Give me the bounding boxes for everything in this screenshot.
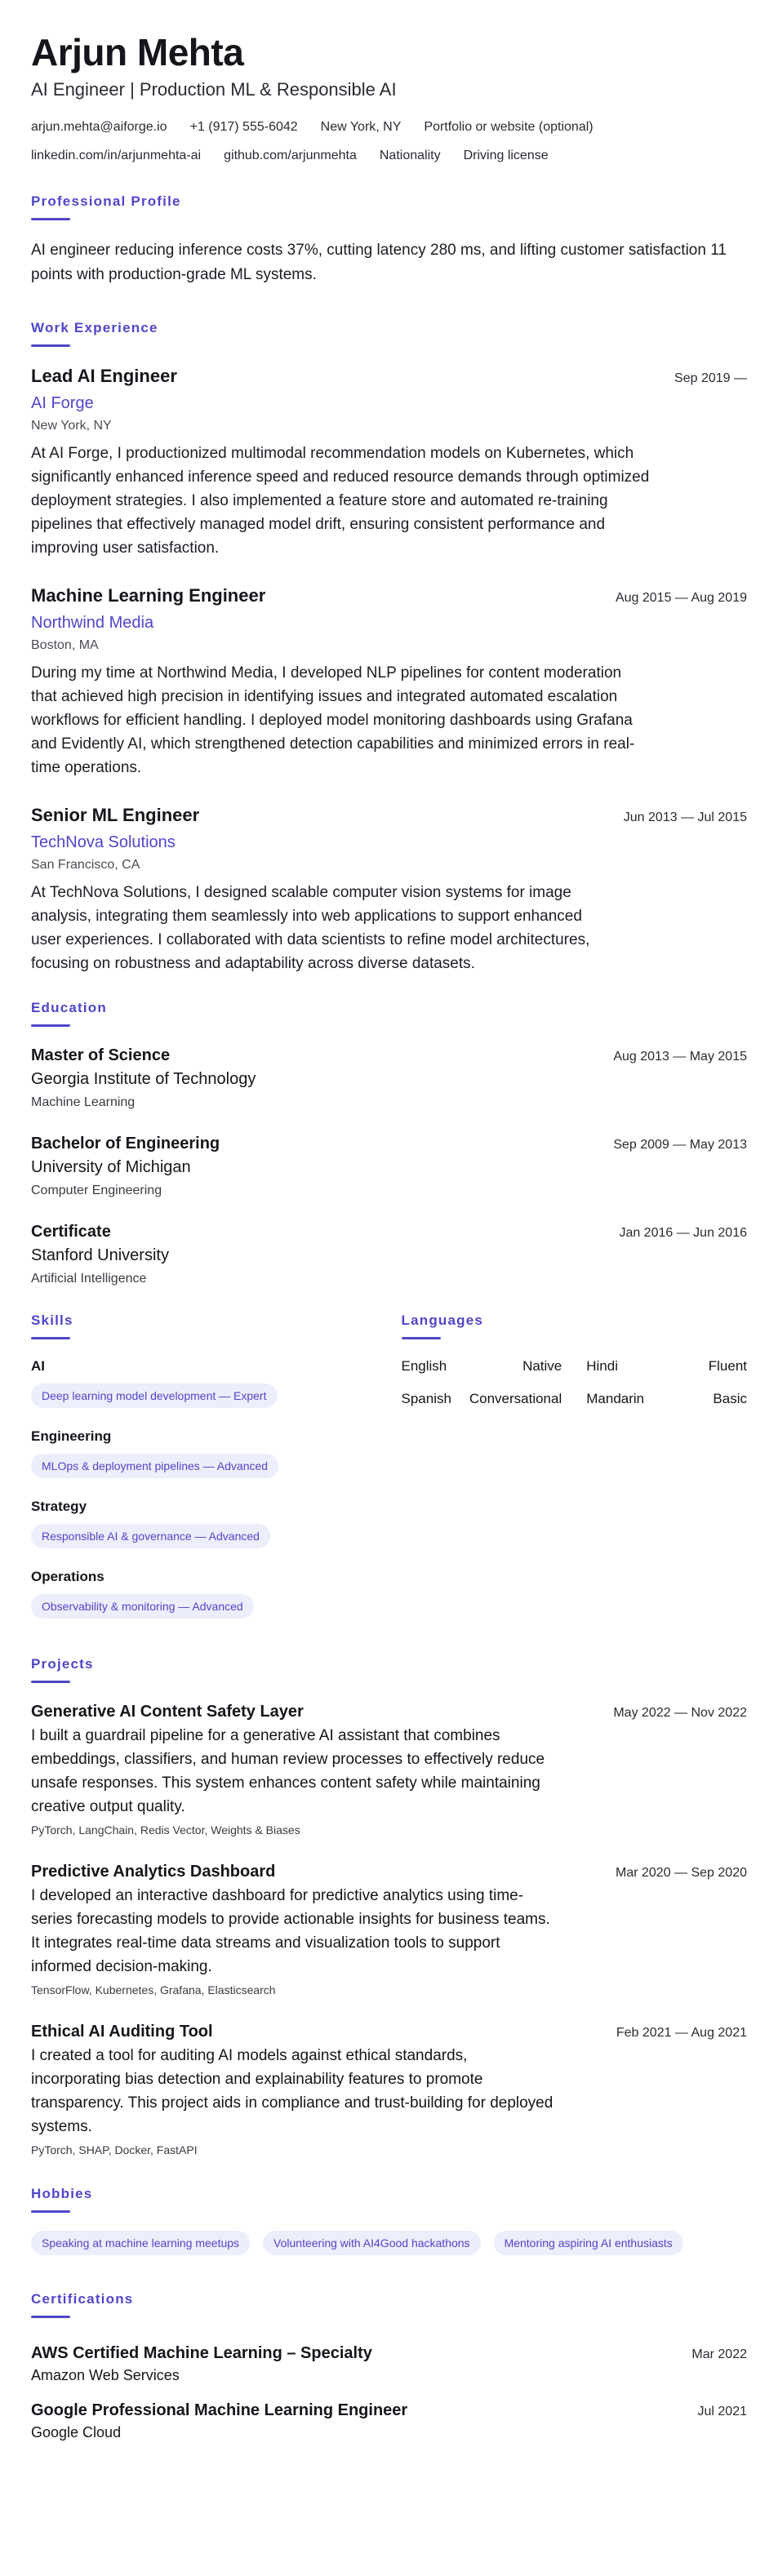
section-title: Education (31, 1000, 107, 1015)
certification-date: Mar 2022 (691, 2347, 747, 2361)
hobbies-section (31, 2186, 747, 2255)
education-date: Aug 2013 — May 2015 (613, 1050, 747, 1064)
language-name: English (401, 1358, 447, 1374)
job-title: Senior ML Engineer (31, 805, 200, 825)
section-title: Certifications (31, 2291, 134, 2307)
languages-grid (402, 1357, 748, 1408)
skill-group (31, 1498, 377, 1548)
language-item (402, 1357, 562, 1375)
job-title: Machine Learning Engineer (31, 585, 266, 606)
project-description: I built a guardrail pipeline for a generative AI assistant that combines embeddings, classifiers, and human review processes to effectively reduce unsafe responses. This system enhances content safety while maintaining creative output quality. (31, 1727, 545, 1815)
job-location: Boston, MA (31, 638, 99, 652)
skill-pill: Responsible AI & governance — Advanced (31, 1524, 270, 1548)
section-title: Professional Profile (31, 193, 181, 209)
certification-title: AWS Certified Machine Learning – Specialty (31, 2344, 372, 2362)
job-title: Lead AI Engineer (31, 366, 177, 386)
project-tech-stack: PyTorch, LangChain, Redis Vector, Weights & Biases (31, 1823, 300, 1837)
job-entry (31, 804, 747, 975)
project-description: I created a tool for auditing AI models against ethical standards, incorporating bias detection and explainability features to promote transparency. This project aids in compliance and trust-building for deployed systems. (31, 2047, 553, 2135)
job-entry (31, 584, 747, 779)
hobbies-list (31, 2231, 747, 2255)
section-title: Skills (31, 1312, 73, 1328)
language-item (586, 1390, 747, 1408)
field-of-study: Computer Engineering (31, 1184, 162, 1197)
skill-group (31, 1568, 377, 1619)
project-description: I developed an interactive dashboard for predictive analytics using time-series forecasting models to provide actionable insights for business teams. It integrates real-time data streams and visualization tools to support informed decision-making. (31, 1887, 550, 1975)
project-tech-stack: TensorFlow, Kubernetes, Grafana, Elasticsearch (31, 1983, 276, 1996)
education-section (31, 1000, 747, 1288)
skill-pill: Observability & monitoring — Advanced (31, 1594, 254, 1619)
job-date: Aug 2015 — Aug 2019 (615, 591, 747, 605)
skill-group (31, 1428, 377, 1478)
section-divider (31, 2316, 70, 2318)
project-tech-stack: PyTorch, SHAP, Docker, FastAPI (31, 2143, 198, 2156)
education-entry (31, 1133, 747, 1200)
field-of-study: Artificial Intelligence (31, 1272, 147, 1286)
section-divider (31, 1681, 70, 1683)
certification-entry (31, 2400, 747, 2442)
skill-category: Operations (31, 1569, 104, 1584)
section-title: Languages (401, 1312, 484, 1328)
field-of-study: Machine Learning (31, 1095, 136, 1109)
school-name: Stanford University (31, 1246, 169, 1264)
projects-section (31, 1656, 747, 2158)
email-link[interactable]: arjun.mehta@aiforge.io (31, 120, 167, 134)
phone-number[interactable]: +1 (917) 555-6042 (189, 120, 298, 134)
section-title: Work Experience (31, 320, 158, 335)
section-divider (31, 2210, 70, 2213)
language-item (586, 1357, 747, 1375)
certification-date: Jul 2021 (697, 2405, 747, 2418)
contact-row (31, 119, 747, 135)
experience-section (31, 320, 747, 975)
degree: Bachelor of Engineering (31, 1135, 220, 1153)
skill-category: Engineering (31, 1428, 112, 1444)
company-name: Northwind Media (31, 614, 154, 632)
language-name: Hindi (586, 1358, 618, 1374)
driving-license: Driving license (463, 149, 549, 162)
project-date: Mar 2020 — Sep 2020 (616, 1866, 747, 1880)
certification-issuer: Amazon Web Services (31, 2367, 180, 2383)
project-entry (31, 1701, 747, 1838)
language-item (402, 1390, 562, 1408)
github-link[interactable]: github.com/arjunmehta (224, 149, 357, 162)
project-entry (31, 2021, 747, 2158)
portfolio-link[interactable]: Portfolio or website (optional) (424, 120, 594, 134)
resume-header (31, 29, 747, 164)
nationality: Nationality (379, 149, 441, 162)
candidate-headline: AI Engineer | Production ML & Responsible AI (31, 79, 397, 100)
job-description: At AI Forge, I productionized multimodal recommendation models on Kubernetes, which significantly enhanced inference speed and reduced resource demands through optimized deployment strategies. I also implemented a feature store and automated re-training pipelines that effectively managed model drift, ensuring consistent performance and improving user satisfaction. (31, 445, 650, 557)
profile-section (31, 193, 747, 287)
project-date: May 2022 — Nov 2022 (613, 1706, 747, 1720)
hobby-pill: Volunteering with AI4Good hackathons (263, 2231, 481, 2255)
contact-row (31, 148, 747, 164)
hobby-pill: Mentoring aspiring AI enthusiasts (494, 2231, 683, 2255)
degree: Master of Science (31, 1046, 171, 1064)
linkedin-link[interactable]: linkedin.com/in/arjunmehta-ai (31, 149, 202, 162)
job-date: Sep 2019 — (674, 371, 747, 385)
project-title: Ethical AI Auditing Tool (31, 2023, 213, 2041)
location: New York, NY (320, 120, 402, 134)
degree: Certificate (31, 1223, 111, 1241)
certifications-section (31, 2291, 747, 2442)
section-divider (402, 1337, 441, 1339)
language-level: Conversational (469, 1391, 562, 1406)
skill-group (31, 1357, 377, 1408)
job-location: New York, NY (31, 419, 112, 433)
project-title: Predictive Analytics Dashboard (31, 1863, 276, 1881)
section-divider (31, 1337, 70, 1339)
job-entry (31, 365, 747, 560)
language-level: Native (522, 1358, 562, 1374)
education-date: Sep 2009 — May 2013 (613, 1138, 747, 1152)
education-entry (31, 1221, 747, 1288)
skills-languages-row (31, 1312, 747, 1638)
section-divider (31, 218, 70, 220)
language-name: Mandarin (586, 1391, 645, 1406)
languages-section (402, 1312, 748, 1638)
company-name: AI Forge (31, 394, 94, 412)
job-description: At TechNova Solutions, I designed scalable computer vision systems for image analysis, integrating them seamlessly into web applications to support enhanced user experiences. I collaborated with data scientists to refine model architectures, focusing on robustness and adaptability across diverse datasets. (31, 884, 590, 972)
education-entry (31, 1045, 747, 1112)
project-date: Feb 2021 — Aug 2021 (616, 2026, 747, 2040)
section-title: Projects (31, 1656, 94, 1672)
skills-section (31, 1312, 377, 1638)
section-divider (31, 344, 70, 347)
section-divider (31, 1024, 70, 1027)
project-entry (31, 1861, 747, 1998)
section-title: Hobbies (31, 2186, 93, 2201)
skill-category: AI (31, 1358, 45, 1374)
school-name: University of Michigan (31, 1158, 191, 1176)
candidate-name: Arjun Mehta (31, 31, 244, 73)
certification-issuer: Google Cloud (31, 2424, 122, 2441)
school-name: Georgia Institute of Technology (31, 1070, 256, 1088)
job-date: Jun 2013 — Jul 2015 (623, 811, 747, 824)
skill-pill: MLOps & deployment pipelines — Advanced (31, 1454, 278, 1478)
language-level: Fluent (708, 1358, 747, 1374)
profile-summary: AI engineer reducing inference costs 37%, cutting latency 280 ms, and lifting customer satisfaction 11 points with production-grade ML systems. (31, 242, 727, 283)
job-description: During my time at Northwind Media, I developed NLP pipelines for content moderation that achieved high precision in identifying issues and integrated automated escalation workflows for efficient handling. I deployed model monitoring dashboards using Grafana and Evidently AI, which strengthened detection capabilities and minimized errors in real-time operations. (31, 664, 635, 776)
certification-title: Google Professional Machine Learning Engineer (31, 2401, 408, 2419)
skill-pill: Deep learning model development — Expert (31, 1383, 278, 1408)
job-location: San Francisco, CA (31, 858, 140, 872)
hobby-pill: Speaking at machine learning meetups (31, 2231, 250, 2255)
language-level: Basic (713, 1391, 747, 1406)
project-title: Generative AI Content Safety Layer (31, 1703, 304, 1721)
education-date: Jan 2016 — Jun 2016 (619, 1226, 747, 1240)
certification-entry (31, 2343, 747, 2385)
company-name: TechNova Solutions (31, 833, 176, 851)
contact-info (31, 119, 747, 164)
skill-category: Strategy (31, 1499, 87, 1514)
language-name: Spanish (401, 1391, 451, 1406)
